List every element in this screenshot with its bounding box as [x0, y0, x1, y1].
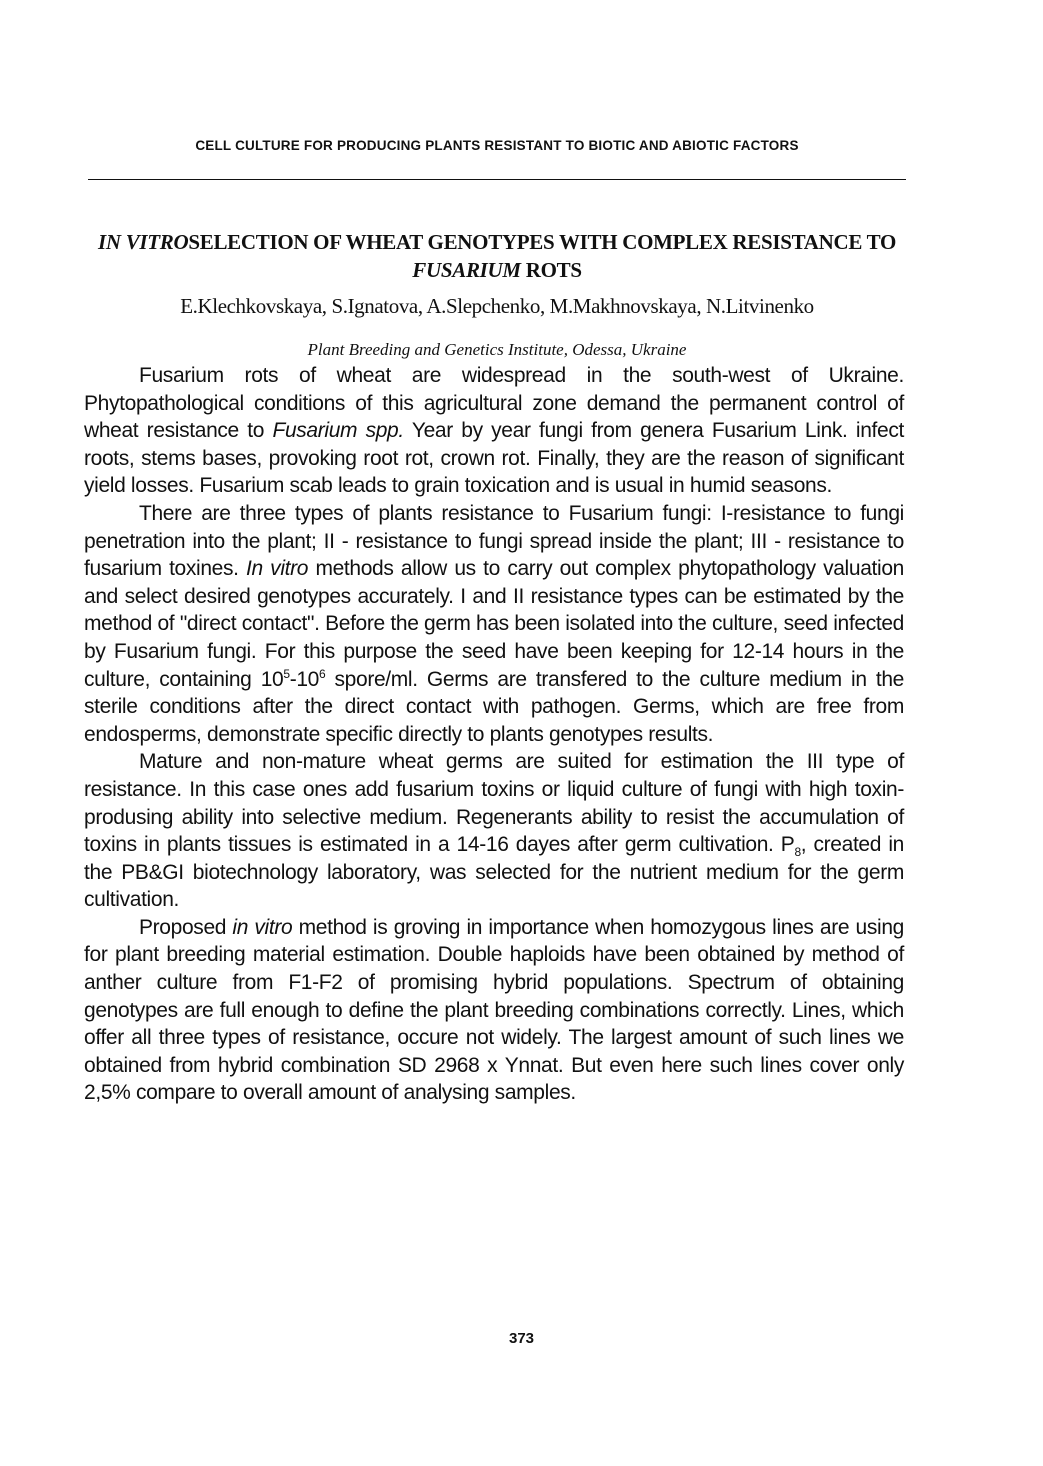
page-number: 373: [508, 1330, 535, 1347]
paper-title: [88, 228, 906, 284]
paragraph-2-italic: In vitro: [246, 557, 309, 581]
subscript-8: 8: [794, 845, 801, 860]
paragraph-4: [84, 914, 904, 1107]
paragraph-2-text-d: spore/ml. Germs are transfered to the culture medium in the sterile conditions after the direct contact with pathogen. Germs, which are free from endosperms, demonstrate specific directly to plants genotypes results.: [84, 667, 904, 746]
paragraph-4-italic: in vitro: [232, 915, 293, 939]
exponent-6: 6: [319, 666, 326, 681]
paragraph-4-text-b: method is groving in importance when homozygous lines are using for plant breeding material estimation. Double haploids have been obtained by method of anther culture from F1-F2 of promising hybrid populations. Spectrum of obtaining genotypes are full enough to define the plant breeding combinations correctly. Lines, which offer all three types of resistance, occure not widely. The largest amount of such lines we obtained from hybrid combination SD 2968 x Ynnat. But even here such lines cover only 2,5% compare to overall amount of analysing samples.: [84, 915, 904, 1105]
title-text-1: SELECTION OF WHEAT GENOTYPES WITH COMPLEX RESISTANCE TO: [188, 230, 896, 254]
title-italic-in-vitro: IN VITRO: [98, 230, 189, 254]
paragraph-3-text-a: Mature and non-mature wheat germs are suited for estimation the III type of resistance. In this case ones add fusarium toxins or liquid culture of fungi with high toxin-produsing ability into selective medium. Regenerants ability to resist the accumulation of toxins in plants tissues is estimated in a 14-16 dayes after germ cultivation. P: [84, 750, 904, 857]
title-italic-fusarium: FUSARIUM: [412, 258, 521, 282]
paragraph-3: [84, 748, 904, 914]
paragraph-1-text-b: Year by year fungi from genera Fusarium Link. infect roots, stems bases, provoking root rot, crown rot. Finally, they are the reason of significant yield losses. Fusarium scab leads to grain toxication and is usual in humid seasons.: [84, 419, 905, 498]
affiliation: Plant Breeding and Genetics Institute, Odessa, Ukraine: [307, 340, 687, 359]
paragraph-1-italic: Fusarium spp.: [272, 419, 404, 443]
running-header: CELL CULTURE FOR PRODUCING PLANTS RESISTANT TO BIOTIC AND ABIOTIC FACTORS: [195, 138, 799, 153]
paragraph-2-text-a: There are three types of plants resistance to Fusarium fungi: I-resistance to fungi penetration into the plant; II - resistance to fungi spread inside the plant; III - resistance to fusarium toxines.: [84, 501, 904, 581]
abstract-body: [84, 362, 904, 1107]
title-text-2: ROTS: [520, 258, 582, 282]
authors: E.Klechkovskaya, S.Ignatova, A.Slepchenko, M.Makhnovskaya, N.Litvinenko: [180, 294, 814, 318]
paragraph-1: [84, 362, 904, 500]
paragraph-2: [84, 500, 904, 748]
paragraph-3-text-b: , created in the PB&GI biotechnology laboratory, was selected for the nutrient medium for the germ cultivation.: [84, 833, 904, 912]
paragraph-1-text-a: Fusarium rots of wheat are widespread in the south-west of Ukraine. Phytopathological conditions of this agricultural zone demand the permanent control of wheat resistance to: [84, 364, 904, 443]
header-rule: [88, 179, 906, 180]
paragraph-2-text-c: -10: [289, 667, 319, 691]
paragraph-2-text-b: methods allow us to carry out complex phytopathology valuation and select desired genotypes accurately. I and II resistance types can be estimated by the method of "direct contact". Before the germ has been isolated into the culture, seed infected by Fusarium fungi. For this purpose the seed have been keeping for 12-14 hours in the culture, containing 10: [84, 557, 904, 691]
paragraph-4-text-a: Proposed: [139, 915, 233, 939]
exponent-5: 5: [283, 666, 290, 681]
